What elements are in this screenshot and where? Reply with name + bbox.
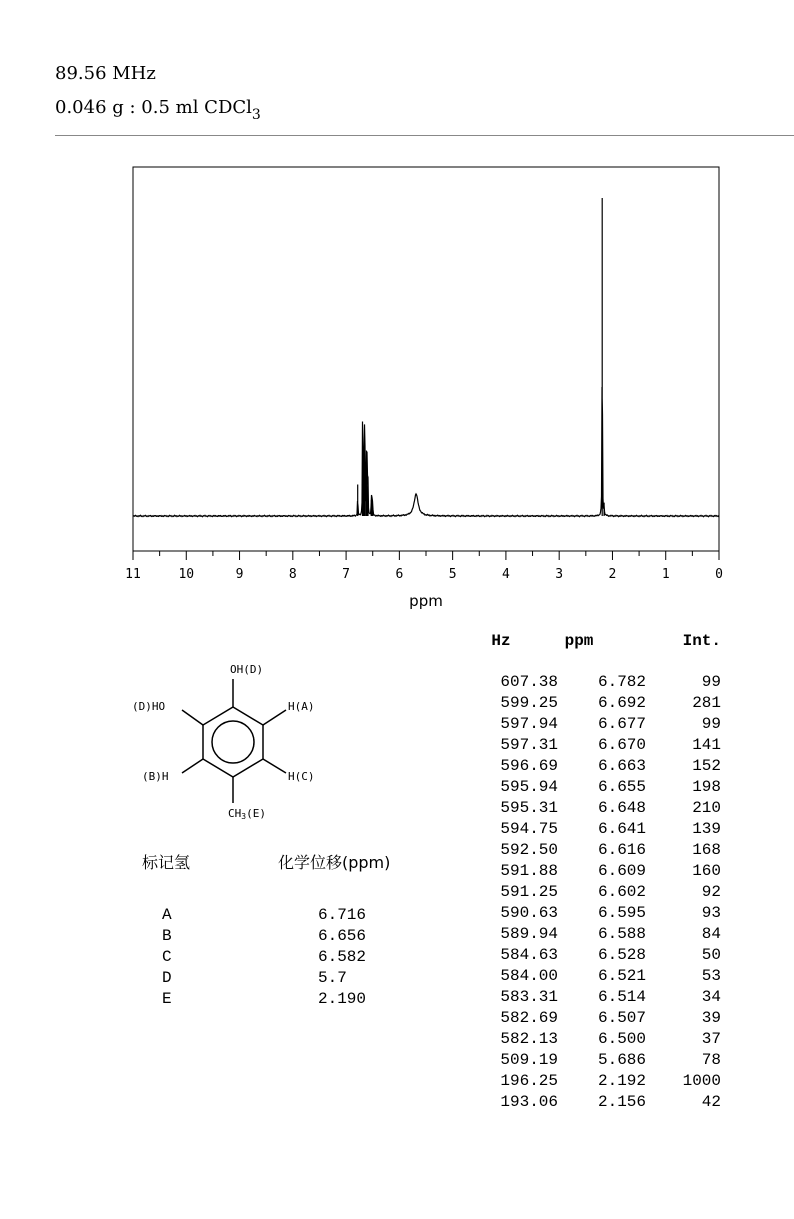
peak-list-table bbox=[478, 632, 721, 1113]
peak-hz: 595.94 bbox=[500, 778, 558, 796]
peak-row bbox=[478, 924, 721, 945]
x-axis-label: ppm bbox=[409, 592, 443, 610]
peak-ppm: 6.514 bbox=[597, 988, 646, 1006]
benzene-ring bbox=[203, 707, 263, 777]
spectrometer-frequency: 89.56 MHz bbox=[55, 63, 156, 84]
assignment-label: B bbox=[162, 927, 172, 945]
peak-intensity: 53 bbox=[701, 967, 721, 985]
x-tick-label: 1 bbox=[661, 567, 670, 582]
peak-hz: 591.88 bbox=[500, 862, 558, 880]
peak-hz: 591.25 bbox=[500, 883, 558, 901]
peak-intensity: 39 bbox=[701, 1009, 721, 1027]
peak-ppm: 6.616 bbox=[597, 841, 646, 859]
peak-ppm: 6.595 bbox=[597, 904, 646, 922]
label-oh-top: OH(D) bbox=[230, 663, 264, 676]
label-h-a: H(A) bbox=[288, 700, 315, 713]
peak-intensity: 93 bbox=[701, 904, 721, 922]
peak-hz: 592.50 bbox=[500, 841, 558, 859]
peak-row bbox=[478, 861, 721, 882]
peak-row bbox=[478, 777, 721, 798]
peak-intensity: 1000 bbox=[682, 1072, 721, 1090]
assignment-label: C bbox=[162, 948, 172, 966]
peak-ppm: 6.641 bbox=[597, 820, 646, 838]
peak-intensity: 198 bbox=[692, 778, 721, 796]
peak-hz: 196.25 bbox=[500, 1072, 558, 1090]
peak-hz: 584.00 bbox=[500, 967, 558, 985]
peak-row bbox=[478, 1008, 721, 1029]
peak-hz: 590.63 bbox=[500, 904, 558, 922]
x-tick-label: 9 bbox=[235, 567, 244, 582]
peak-intensity: 99 bbox=[701, 673, 721, 691]
assignment-shift: 5.7 bbox=[318, 969, 347, 987]
peak-row bbox=[478, 840, 721, 861]
peak-hz: 509.19 bbox=[500, 1051, 558, 1069]
label-oh-left: (D)HO bbox=[132, 700, 166, 713]
peak-ppm: 6.528 bbox=[597, 946, 646, 964]
peak-ppm: 5.686 bbox=[597, 1051, 646, 1069]
peak-ppm: 6.602 bbox=[597, 883, 646, 901]
peak-intensity: 84 bbox=[701, 925, 721, 943]
peak-intensity: 139 bbox=[692, 820, 721, 838]
peak-row bbox=[478, 1092, 721, 1113]
peak-intensity: 168 bbox=[692, 841, 721, 859]
assignment-shift: 2.190 bbox=[318, 990, 367, 1008]
x-tick-label: 7 bbox=[342, 567, 351, 582]
peak-hz: 193.06 bbox=[500, 1093, 558, 1111]
peak-intensity: 34 bbox=[701, 988, 721, 1006]
peak-intensity: 281 bbox=[692, 694, 721, 712]
p-cresol-structure bbox=[120, 655, 350, 825]
peak-intensity: 210 bbox=[692, 799, 721, 817]
peak-ppm: 6.677 bbox=[597, 715, 646, 733]
peak-row bbox=[478, 945, 721, 966]
peak-intensity: 50 bbox=[701, 946, 721, 964]
peak-intensity: 160 bbox=[692, 862, 721, 880]
peak-ppm: 6.588 bbox=[597, 925, 646, 943]
peak-ppm: 6.609 bbox=[597, 862, 646, 880]
x-tick-label: 4 bbox=[501, 567, 510, 582]
peak-hz: 596.69 bbox=[500, 757, 558, 775]
peak-hz: 584.63 bbox=[500, 946, 558, 964]
x-axis-ticks bbox=[133, 551, 719, 560]
header-ppm: ppm bbox=[564, 632, 594, 650]
peak-row bbox=[478, 798, 721, 819]
peak-hz: 599.25 bbox=[500, 694, 558, 712]
assignment-shift: 6.582 bbox=[318, 948, 367, 966]
assignment-label: D bbox=[162, 969, 172, 987]
peak-row bbox=[478, 735, 721, 756]
peak-row bbox=[478, 672, 721, 693]
peak-hz: 597.31 bbox=[500, 736, 558, 754]
peak-row bbox=[478, 1029, 721, 1050]
peak-ppm: 6.663 bbox=[597, 757, 646, 775]
peak-ppm: 6.507 bbox=[597, 1009, 646, 1027]
peak-ppm: 6.500 bbox=[597, 1030, 646, 1048]
peak-ppm: 2.192 bbox=[597, 1072, 646, 1090]
sample-text: 0.046 g : 0.5 ml CDCl bbox=[55, 97, 252, 118]
assignment-header-label: 标记氢 bbox=[142, 853, 191, 872]
peak-hz: 582.69 bbox=[500, 1009, 558, 1027]
peak-ppm: 6.782 bbox=[597, 673, 646, 691]
peak-hz: 594.75 bbox=[500, 820, 558, 838]
peak-row bbox=[478, 693, 721, 714]
ch3-main: CH bbox=[228, 807, 242, 820]
peak-intensity: 152 bbox=[692, 757, 721, 775]
ch3-sub: 3 bbox=[241, 812, 247, 821]
peak-ppm: 6.521 bbox=[597, 967, 646, 985]
peak-hz: 595.31 bbox=[500, 799, 558, 817]
plot-frame bbox=[133, 167, 719, 551]
peak-row bbox=[478, 756, 721, 777]
assignment-shift: 6.716 bbox=[318, 906, 367, 924]
x-axis-tick-labels bbox=[125, 567, 723, 582]
x-tick-label: 0 bbox=[715, 567, 723, 582]
header-hz: Hz bbox=[491, 632, 511, 650]
peak-row bbox=[478, 966, 721, 987]
peak-hz: 589.94 bbox=[500, 925, 558, 943]
assignment-header-shift: 化学位移(ppm) bbox=[278, 853, 391, 872]
x-tick-label: 3 bbox=[555, 567, 564, 582]
x-tick-label: 5 bbox=[448, 567, 457, 582]
peak-intensity: 37 bbox=[701, 1030, 721, 1048]
peak-ppm: 2.156 bbox=[597, 1093, 646, 1111]
label-h-b: (B)H bbox=[142, 770, 169, 783]
x-tick-label: 11 bbox=[125, 567, 141, 582]
x-tick-label: 2 bbox=[608, 567, 617, 582]
peak-ppm: 6.670 bbox=[597, 736, 646, 754]
label-ch3 bbox=[228, 807, 266, 821]
peak-hz: 607.38 bbox=[500, 673, 558, 691]
substituent-bonds bbox=[182, 679, 286, 803]
peak-ppm: 6.648 bbox=[597, 799, 646, 817]
assignment-shift: 6.656 bbox=[318, 927, 367, 945]
spectrum-trace bbox=[133, 198, 719, 517]
assignment-label: A bbox=[162, 906, 172, 924]
x-tick-label: 10 bbox=[178, 567, 195, 582]
ch3-suffix: (E) bbox=[246, 807, 266, 820]
peak-intensity: 99 bbox=[701, 715, 721, 733]
peak-row bbox=[478, 987, 721, 1008]
peak-ppm: 6.692 bbox=[597, 694, 646, 712]
peak-table-header bbox=[478, 632, 721, 654]
peak-intensity: 42 bbox=[701, 1093, 721, 1111]
header-int: Int. bbox=[682, 632, 721, 650]
peak-row bbox=[478, 882, 721, 903]
x-tick-label: 6 bbox=[395, 567, 404, 582]
peak-hz: 582.13 bbox=[500, 1030, 558, 1048]
label-h-c: H(C) bbox=[288, 770, 315, 783]
structure-diagram bbox=[120, 655, 350, 825]
peak-row bbox=[478, 714, 721, 735]
x-tick-label: 8 bbox=[288, 567, 297, 582]
peak-ppm: 6.655 bbox=[597, 778, 646, 796]
sample-subscript: 3 bbox=[251, 107, 261, 123]
peak-row bbox=[478, 1071, 721, 1092]
peak-row bbox=[478, 819, 721, 840]
peak-hz: 583.31 bbox=[500, 988, 558, 1006]
peak-hz: 597.94 bbox=[500, 715, 558, 733]
peak-intensity: 141 bbox=[692, 736, 721, 754]
peak-row bbox=[478, 903, 721, 924]
peak-intensity: 92 bbox=[701, 883, 721, 901]
peak-row bbox=[478, 1050, 721, 1071]
peak-intensity: 78 bbox=[701, 1051, 721, 1069]
assignment-label: E bbox=[162, 990, 172, 1008]
